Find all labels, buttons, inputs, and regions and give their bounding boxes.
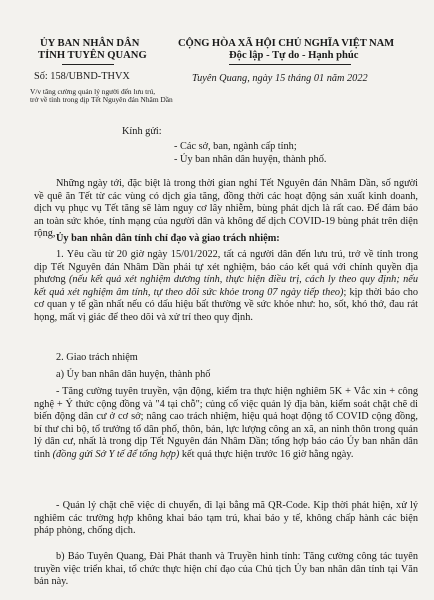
intro-text: Những ngày tới, đặc biệt là trong thời gian nghỉ Tết Nguyên đán Nhâm Dần, số người về quê ăn Tết từ các vùng có dịch gia tăng, đồng thời các hoạt động sản xuất kinh doanh, dịch vụ phục vụ Tết tăng sẽ làm nguy cơ lây nhiễm, bùng phát dịch là rất cao. Để đảm bảo an toàn sức khỏe, tính mạng của người dân và không để dịch COVID-19 bùng phát trên diện rộng, xyxy=(34,178,418,240)
item-2-heading: 2. Giao trách nhiệm xyxy=(56,352,138,363)
directive-heading: Ủy ban nhân dân tỉnh chỉ đạo và giao trách nhiệm: xyxy=(56,233,280,244)
recipient-districts: - Ủy ban nhân dân huyện, thành phố. xyxy=(174,154,327,165)
item-2a-paragraph-1 xyxy=(34,386,418,462)
item-2a-p2-text: - Quản lý chặt chẽ việc di chuyển, đi lại bằng mã QR-Code. Kịp thời phát hiện, xử lý nghiêm các trường hợp không khai báo tạm trú, khai báo y tế, không chấp hành các biện pháp phòng, chống dịch. xyxy=(34,500,418,537)
issuing-authority: ỦY BAN NHÂN DÂN xyxy=(40,38,140,49)
item-1-text-a: 1. Yêu cầu từ 20 giờ ngày 15/01/2022, tất cả người dân đến lưu trú, trở về tỉnh trong dịp Tết Nguyên đán Nhâm Dần phải tự xét nghiệm, báo cáo kết quả với chính quyền địa phương xyxy=(34,249,418,286)
recipients-label: Kính gửi: xyxy=(122,126,162,137)
item-2a-p1-text-italic: (đồng gửi Sở Y tế để tổng hợp) xyxy=(52,448,180,460)
motto-underline xyxy=(229,64,351,65)
intro-paragraph xyxy=(34,178,418,241)
item-2b-paragraph xyxy=(34,551,418,589)
place-and-date: Tuyên Quang, ngày 15 tháng 01 năm 2022 xyxy=(192,73,368,84)
item-2a-heading: a) Ủy ban nhân dân huyện, thành phố xyxy=(56,369,211,380)
subject-line-2: trở về tỉnh trong dịp Tết Nguyên đán Nhâm Dần xyxy=(30,95,173,104)
recipient-departments: - Các sở, ban, ngành cấp tỉnh; xyxy=(174,141,297,152)
document-number: Số: 158/UBND-THVX xyxy=(34,71,130,82)
national-title: CỘNG HÒA XÃ HỘI CHỦ NGHĨA VIỆT NAM xyxy=(178,38,395,49)
item-1-text-c: ; kịp thời báo cho cơ quan y tế gần nhất nếu có dấu hiệu bất thường về sức khỏe như: ho, sốt, khó thở, đau rát họng, mất vị giác để theo dõi và xử trí theo quy định. xyxy=(34,286,418,323)
item-2a-paragraph-2 xyxy=(34,500,418,538)
authority-underline xyxy=(62,64,114,65)
subject-line-1: V/v tăng cường quản lý người đến lưu trú, xyxy=(30,87,156,96)
item-2a-p1-text-c: kết quả thực hiện trước 16 giờ hằng ngày. xyxy=(179,448,354,460)
item-2a-p1-text-a: - Tăng cường tuyên truyền, vận động, kiểm tra thực hiện nghiêm 5K + Vắc xin + công nghệ + Ý thức cộng đồng và "4 tại chỗ"; củng cố việc quản lý địa bàn, kiểm soát chặt chẽ di biến động dân cư ở cơ sở; nâng cao trách nhiệm, hiệu quả hoạt động tổ COVID cộng đồng, bí thư chi bộ, tổ trưởng tổ dân phố, thôn, bản, lực lượng công an xã, an ninh thôn trong quản lý dân cư, nhất là trong dịp Tết Nguyên đán Nhâm Dần; tổng hợp báo cáo Ủy ban nhân dân tỉnh xyxy=(34,386,418,460)
item-2b-text: b) Báo Tuyên Quang, Đài Phát thanh và Truyền hình tỉnh: Tăng cường công tác tuyên truyền việc triển khai, tổ chức thực hiện chỉ đạo của Chủ tịch Ủy ban nhân dân tỉnh tại Văn bản này. xyxy=(34,551,418,588)
item-1-paragraph xyxy=(34,249,418,325)
national-motto: Độc lập - Tự do - Hạnh phúc xyxy=(229,50,359,61)
item-1-text-italic: (nếu kết quả xét nghiệm dương tính, thực hiện điều trị, cách ly theo quy định; nếu kết quả xét nghiệm âm tính, tự theo dõi sức khỏe trong 07 ngày tiếp theo) xyxy=(34,274,418,298)
issuing-province: TỈNH TUYÊN QUANG xyxy=(38,50,147,61)
